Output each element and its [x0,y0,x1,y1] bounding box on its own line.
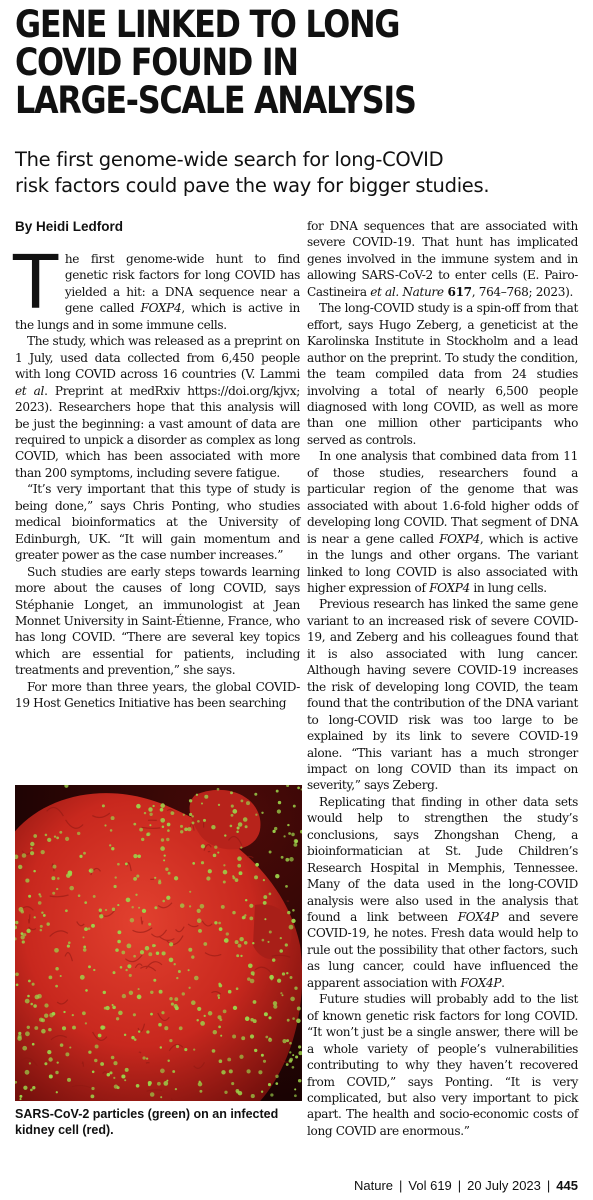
paragraph: “It’s very important that this type of study is being done,” says Chris Ponting, who studies medical bioinformatics at the University of Edinburgh, UK. “It will gain momentum and greater power as the case number increases.” [15,482,300,563]
byline: By Heidi Ledford [15,219,124,234]
photo-caption: SARS-CoV-2 particles (green) on an infected kidney cell (red). [15,1107,279,1137]
paragraph: The study, which was released as a preprint on 1 July, used data collected from 6,450 people with long COVID across 16 countries (V. Lammi et al. Preprint at medRxiv https://doi.org/kjvx; 2023). Researchers hope that this analysis will be just the beginning: a vast amount of data are required to unpick a disorder as complex as long COVID, which has been associated with more than 200 symptoms, including severe fatigue. [15,334,300,480]
paragraph: Future studies will probably add to the list of known genetic risk factors for long COVID. “It won’t just be a single answer, there will be a whole variety of people’s vulnerabilities contributing to why they haven’t recovered from COVID,” says Ponting. “It is very complicated, but also very important to pick apart. The health and socio-economic costs of long COVID are enormous.” [307,992,578,1138]
page-number: 445 [556,1178,578,1193]
issue-date: 20 July 2023 [467,1178,541,1193]
paragraph: Such studies are early steps towards learning more about the causes of long COVID, says Stéphanie Longet, an immunologist at Jean Monnet University in Saint-Étienne, France, who has long COVID. “There are several key topics which are essential for patients, including treatments and prevention,” she says. [15,564,300,678]
paragraph: The long-COVID study is a spin-off from that effort, says Hugo Zeberg, a geneticist at the Karolinska Institute in Stockholm and a lead author on the preprint. To study the condition, the team compiled data from 24 studies involving a total of nearly 6,500 people diagnosed with long COVID, as well as more than one million other participants who served as controls. [307,301,578,447]
journal-name: Nature [353,1178,394,1193]
standfirst: The first genome-wide search for long-COVID risk factors could pave the way for bigger studies. [15,148,490,197]
paragraph: for DNA sequences that are associated with severe COVID-19. That hunt has implicated genes involved in the immune system and in allowing SARS-CoV-2 to enter cells (E. Pairo-Castineira et al. Nature 617, 764–768; 2023). [307,219,578,299]
page-footer: Nature | Vol 619 | 20 July 2023 | 445 [353,1178,578,1193]
cell-photo [15,785,302,1101]
paragraph: Replicating that finding in other data sets would help to strengthen the study’s conclusions, says Zhongshan Cheng, a bioinformatician at St. Jude Children’s Research Hospital in Memphis, Tennessee. Many of the data used in the long-COVID analysis were also used in the analysis that found a link between FOX4P and severe COVID-19, he notes. Fresh data would help to rule out the possibility that other factors, such as lung cancer, could have influenced the apparent association with FOX4P. [307,794,579,990]
headline: GENE LINKED TO LONG COVID FOUND IN LARGE-SCALE ANALYSIS [15,3,416,122]
left-column [13,240,300,712]
infected-cell-image [15,785,302,1101]
paragraph: In one analysis that combined data from 11 of those studies, researchers found a particular region of the genome that was associated with about 1.6-fold higher odds of developing long COVID. That segment of DNA is near a gene called FOXP4, which is active in the lungs and other organs. The variant linked to long COVID is also associated with higher expression of FOXP4 in lung cells. [307,449,578,595]
volume: Vol 619 [408,1178,452,1193]
paragraph: Previous research has linked the same gene variant to an increased risk of severe COVID-19, and Zeberg and his colleagues found that it is also associated with lung cancer. Although having severe COVID-19 increases the risk of developing long COVID, the team found that the contribution of the DNA variant to long-COVID risk was too large to be explained by its link to severe COVID-19 alone. “This variant has a much stronger impact on long COVID than its impact on severity,” says Zeberg. [307,597,578,793]
paragraph: The first genome-wide hunt to find genetic risk factors for long COVID has yielded a hit: a DNA sequence near a gene called FOXP4, which is active in the lungs and in some immune cells. [13,240,300,332]
right-column [307,218,578,1139]
drop-cap: T [13,240,58,326]
paragraph: For more than three years, the global COVID-19 Host Genetics Initiative has been searching [15,679,300,711]
